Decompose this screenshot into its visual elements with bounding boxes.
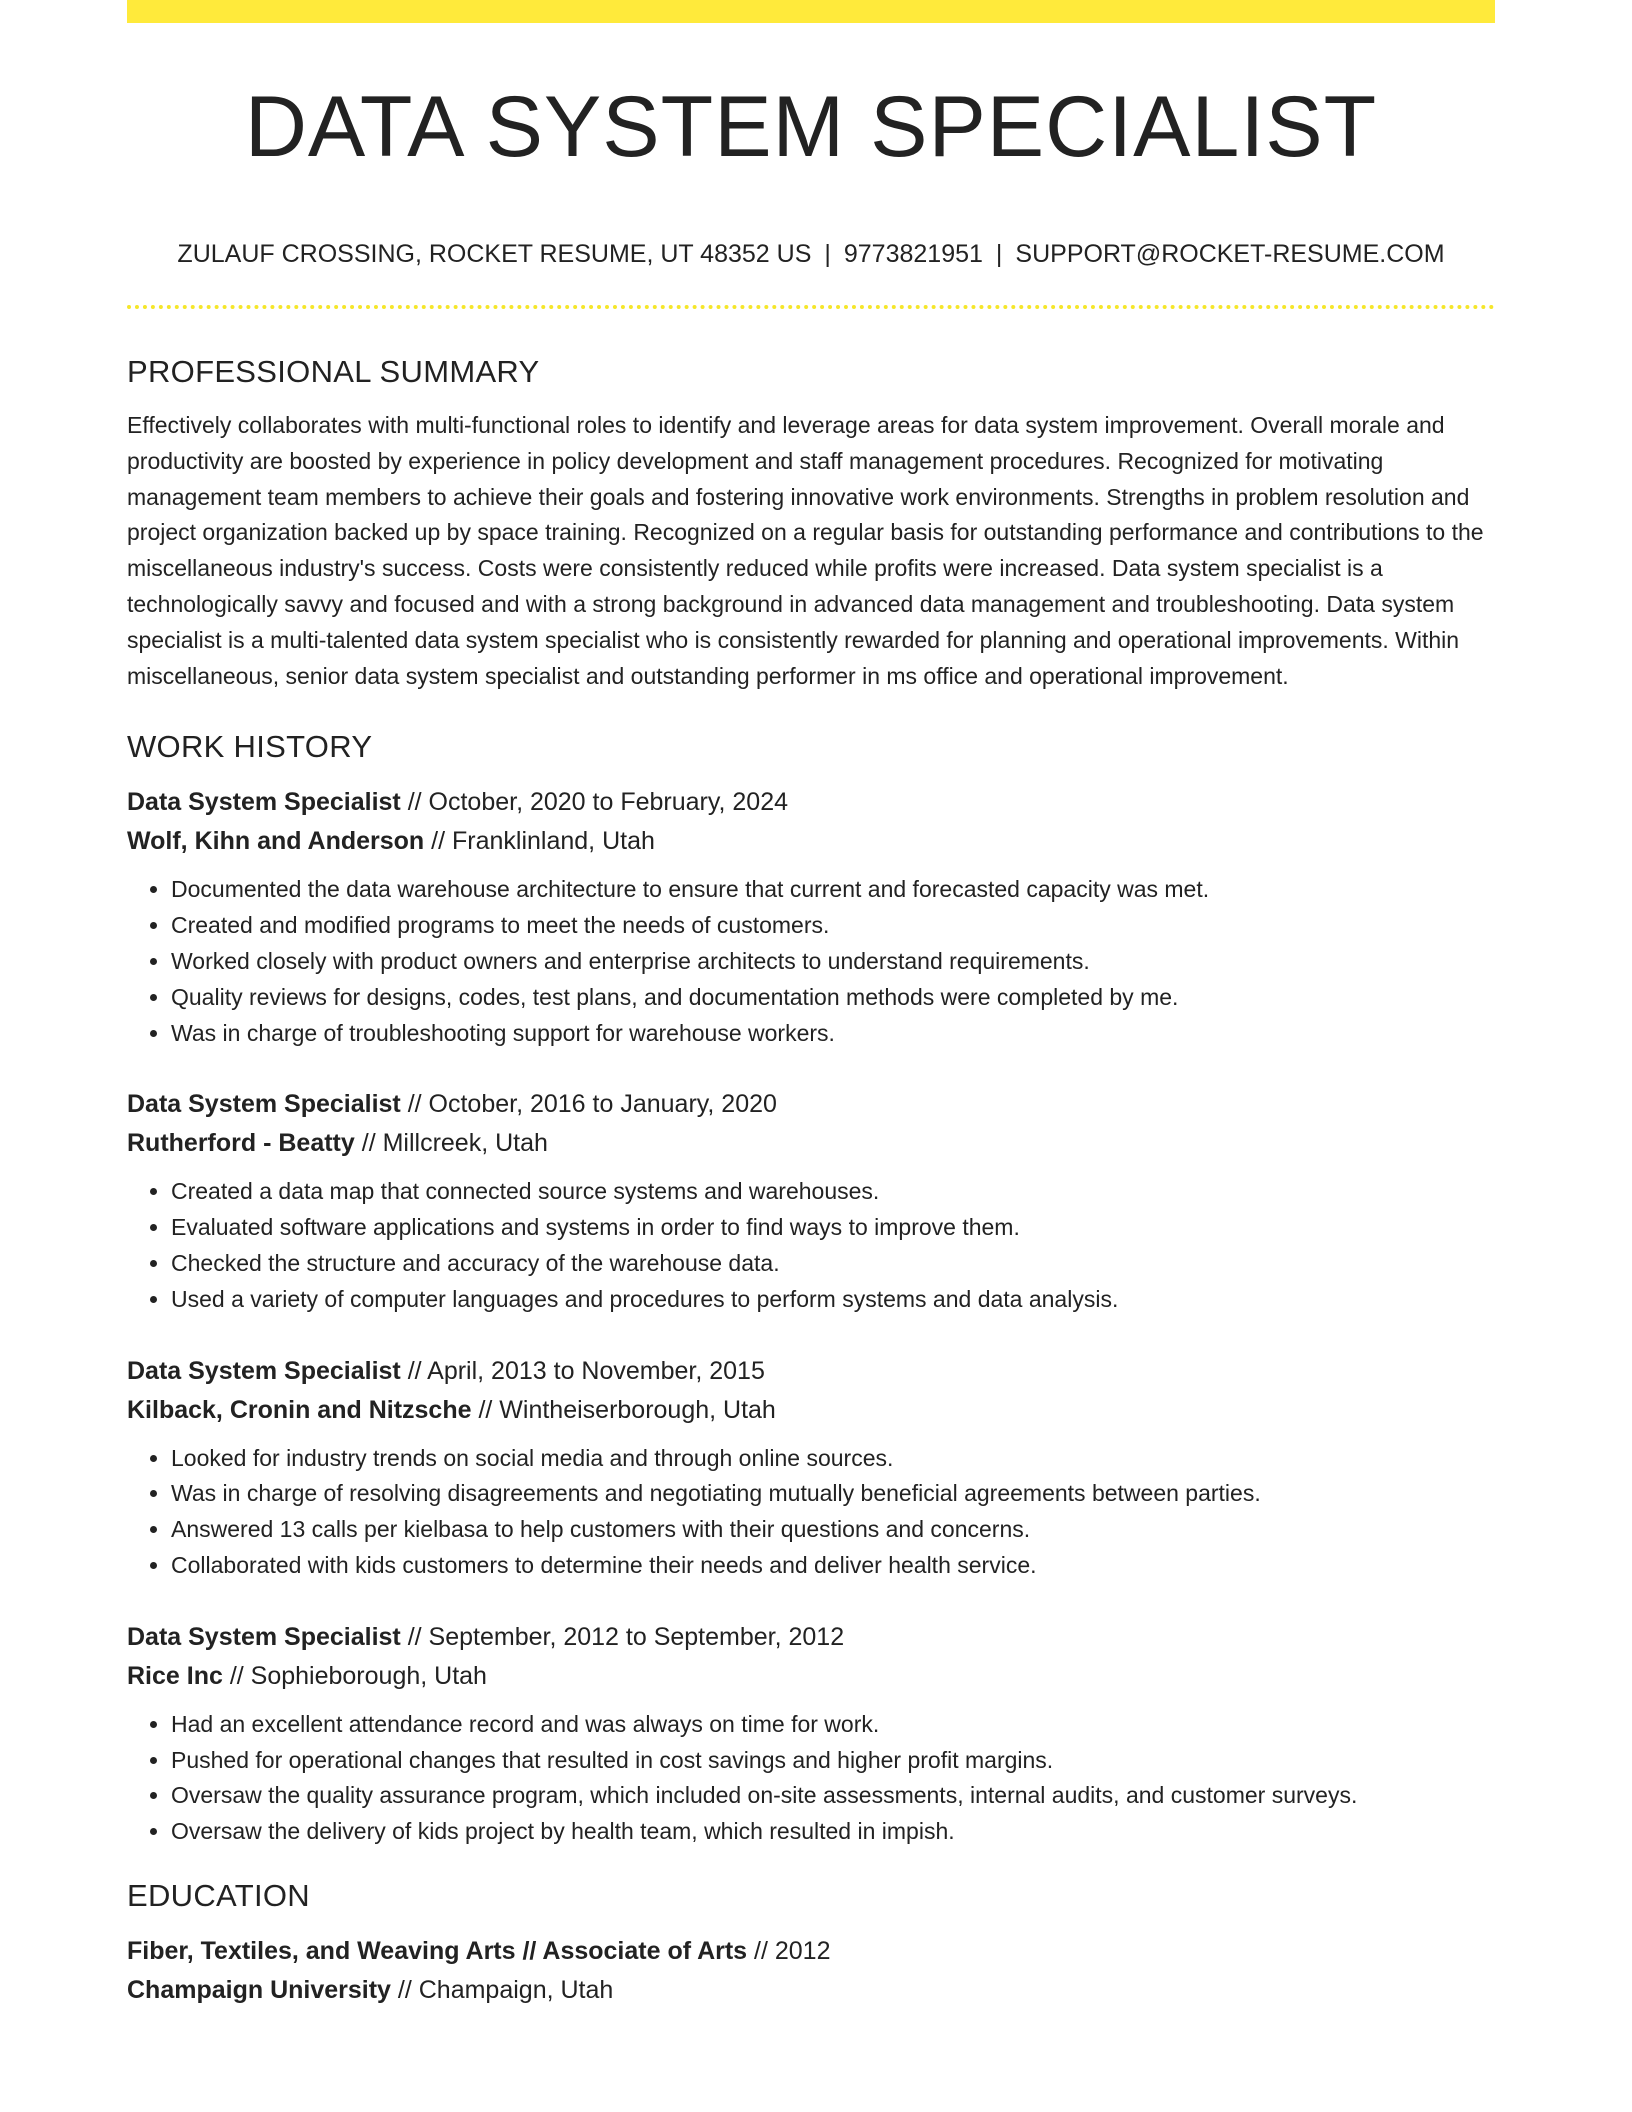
- education-location: // Champaign, Utah: [390, 1975, 614, 2004]
- contact-phone: 9773821951: [843, 240, 983, 268]
- education-heading: EDUCATION: [127, 1877, 310, 1913]
- job-title-line: [127, 783, 1495, 822]
- job-bullet: • Checked the structure and accuracy of the warehouse data.: [171, 1246, 1495, 1282]
- job-bullet: • Had an excellent attendance record and was always on time for work.: [171, 1707, 1495, 1743]
- contact-line: [127, 234, 1495, 274]
- contact-separator: |: [824, 240, 831, 268]
- job-dates: // October, 2016 to January, 2020: [400, 1090, 777, 1119]
- job-bullet: • Was in charge of resolving disagreements and negotiating mutually beneficial agreements between parties.: [171, 1476, 1495, 1512]
- job-entry: [127, 1352, 1495, 1584]
- job-location: // Millcreek, Utah: [354, 1129, 548, 1158]
- job-entry: [127, 1618, 1495, 1850]
- job-bullet-list: [127, 1174, 1495, 1317]
- job-bullet: • Oversaw the quality assurance program, which included on-site assessments, internal audits, and customer surveys.: [171, 1778, 1495, 1814]
- job-bullet: • Documented the data warehouse architecture to ensure that current and forecasted capacity was met.: [171, 872, 1495, 908]
- resume-content: [127, 352, 1495, 2010]
- job-bullet: • Oversaw the delivery of kids project by health team, which resulted in impish.: [171, 1814, 1495, 1850]
- job-company: Kilback, Cronin and Nitzsche: [127, 1395, 472, 1424]
- job-role: Data System Specialist: [127, 1090, 401, 1119]
- job-bullet: • Worked closely with product owners and enterprise architects to understand requirements.: [171, 944, 1495, 980]
- job-dates: // October, 2020 to February, 2024: [400, 788, 789, 817]
- job-dates: // September, 2012 to September, 2012: [400, 1622, 845, 1651]
- job-bullet: • Was in charge of troubleshooting support for warehouse workers.: [171, 1016, 1495, 1052]
- education-school: Champaign University: [127, 1975, 391, 2004]
- job-bullet-list: [127, 872, 1495, 1051]
- job-title-line: [127, 1352, 1495, 1391]
- job-bullet: • Used a variety of computer languages and procedures to perform systems and data analysis.: [171, 1282, 1495, 1318]
- section-spacer: [127, 694, 1495, 727]
- job-bullet: • Collaborated with kids customers to determine their needs and deliver health service.: [171, 1548, 1495, 1584]
- job-location: // Sophieborough, Utah: [222, 1661, 487, 1690]
- summary-heading: PROFESSIONAL SUMMARY: [127, 354, 540, 389]
- job-role: Data System Specialist: [127, 1622, 401, 1651]
- job-bullet: • Quality reviews for designs, codes, test plans, and documentation methods were completed by me.: [171, 980, 1495, 1016]
- education-degree-line: [127, 1932, 1495, 1971]
- resume-title: DATA SYSTEM SPECIALIST: [244, 79, 1378, 175]
- education-year: // 2012: [747, 1936, 831, 1965]
- summary-text: Effectively collaborates with multi-functional roles to identify and leverage areas for data system improvement. Overall morale and productivity are boosted by experience in policy development and staff management procedures. Recognized for motivating management team members to achieve their goals and fostering innovative work environments. Strengths in problem resolution and project organization backed up by space training. Recognized on a regular basis for outstanding performance and contributions to the miscellaneous industry's success. Costs were consistently reduced while profits were increased. Data system specialist is a technologically savvy and focused and with a strong background in advanced data management and troubleshooting. Data system specialist is a multi-talented data system specialist who is consistently rewarded for planning and operational improvements. Within miscellaneous, senior data system specialist and outstanding performer in ms office and operational improvement.: [127, 412, 1484, 689]
- contact-address: ZULAUF CROSSING, ROCKET RESUME, UT 48352 US: [177, 240, 812, 268]
- education-degree: Fiber, Textiles, and Weaving Arts // Associate of Arts: [127, 1936, 748, 1965]
- work-history-list: [127, 783, 1495, 1850]
- job-company-line: [127, 1391, 1495, 1430]
- header-divider: [127, 305, 1495, 309]
- job-company: Wolf, Kihn and Anderson: [127, 827, 425, 856]
- job-company-line: [127, 1657, 1495, 1696]
- contact-email: SUPPORT@ROCKET-RESUME.COM: [1015, 240, 1445, 268]
- education-school-line: [127, 1971, 1495, 2010]
- job-bullet-list: [127, 1707, 1495, 1850]
- top-accent-bar: [127, 0, 1495, 23]
- job-bullet: • Created and modified programs to meet the needs of customers.: [171, 908, 1495, 944]
- contact-separator: |: [995, 240, 1003, 268]
- job-location: // Franklinland, Utah: [424, 827, 655, 856]
- job-bullet: • Created a data map that connected source systems and warehouses.: [171, 1174, 1495, 1210]
- job-bullet: • Answered 13 calls per kielbasa to help customers with their questions and concerns.: [171, 1512, 1495, 1548]
- job-company-line: [127, 822, 1495, 861]
- job-location: // Wintheiserborough, Utah: [471, 1395, 776, 1424]
- job-bullet-list: [127, 1441, 1495, 1584]
- work-history-heading: WORK HISTORY: [127, 729, 373, 765]
- job-company: Rice Inc: [127, 1661, 223, 1690]
- job-bullet: • Pushed for operational changes that resulted in cost savings and higher profit margins.: [171, 1743, 1495, 1779]
- job-company-line: [127, 1124, 1495, 1163]
- job-dates: // April, 2013 to November, 2015: [400, 1356, 765, 1385]
- job-role: Data System Specialist: [127, 1356, 401, 1385]
- job-role: Data System Specialist: [127, 788, 401, 817]
- job-entry: [127, 1085, 1495, 1317]
- job-entry: [127, 783, 1495, 1051]
- job-bullet: • Looked for industry trends on social media and through online sources.: [171, 1441, 1495, 1477]
- job-title-line: [127, 1085, 1495, 1124]
- job-company: Rutherford - Beatty: [127, 1129, 355, 1158]
- job-bullet: • Evaluated software applications and systems in order to find ways to improve them.: [171, 1210, 1495, 1246]
- job-title-line: [127, 1618, 1495, 1657]
